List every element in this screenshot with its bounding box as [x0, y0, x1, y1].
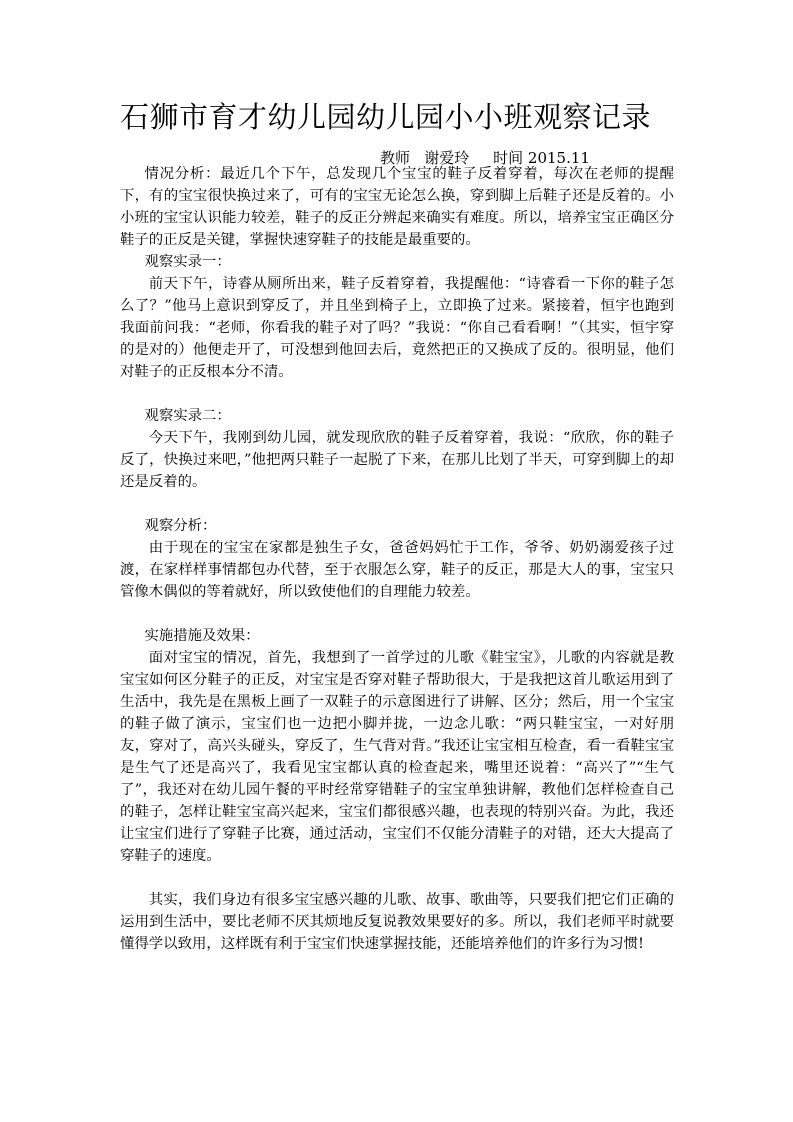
record1-paragraph: 前天下午，诗睿从厕所出来，鞋子反着穿着，我提醒他：“诗睿看一下你的鞋子怎么了？”他马上意识到穿反了，并且坐到椅子上，立即换了过来。紧接着，恒宇也跑到我面前问我：“老师，你看我的鞋子对了吗？”我说：“你自己看看啊！”（其实，恒宇穿的是对的）他便走开了，可没想到他回去后，竟然把正的又换成了反的。很明显，他们对鞋子的正反根本分不清。: [120, 276, 674, 380]
spacer: [120, 383, 674, 405]
analysis-heading: 观察分析：: [144, 518, 217, 534]
measures-paragraph: 面对宝宝的情况，首先，我想到了一首学过的儿歌《鞋宝宝》，儿歌的内容就是教宝宝如何区分鞋子的正反，对宝宝是否穿对鞋子帮助很大，于是我把这首儿歌运用到了生活中，我先是在黑板上画了一双鞋子的示意图进行了讲解、区分；然后，用一个宝宝的鞋子做了演示，宝宝们也一边把小脚并拢，一边念儿歌：“两只鞋宝宝，一对好朋友，穿对了，高兴头碰头，穿反了，生气背对背。”我还让宝宝相互检查，看一看鞋宝宝是生气了还是高兴了，我看见宝宝都认真的检查起来，嘴里还说着：“高兴了”“生气了”，我还对在幼儿园午餐的平时经常穿错鞋子的宝宝单独讲解，教他们怎样检查自己的鞋子，怎样让鞋宝宝高兴起来，宝宝们都很感兴趣，也表现的特别兴奋。为此，我还让宝宝们进行了穿鞋子比赛，通过活动，宝宝们不仅能分清鞋子的对错，还大大提高了穿鞋子的速度。: [120, 650, 674, 864]
record2-paragraph: 今天下午，我刚到幼儿园，就发现欣欣的鞋子反着穿着，我说：“欣欣，你的鞋子反了，快换过来吧，”他把两只鞋子一起脱了下来，在那儿比划了半天，可穿到脚上的却还是反着的。: [120, 430, 674, 490]
situation-paragraph: 情况分析：最近几个下午，总发现几个宝宝的鞋子反着穿着，每次在老师的提醒下，有的宝宝很快换过来了，可有的宝宝无论怎么换，穿到脚上后鞋子还是反着的。小小班的宝宝认识能力较差，鞋子的反正分辨起来确实有难度。所以，培养宝宝正确区分鞋子的正反是关键，掌握快速穿鞋子的技能是最重要的。: [120, 166, 674, 248]
conclusion-paragraph: 其实，我们身边有很多宝宝感兴趣的儿歌、故事、歌曲等，只要我们把它们正确的运用到生活中，要比老师不厌其烦地反复说教效果要好的多。所以，我们老师平时就要懂得学以致用，这样既有利于宝宝们快速掌握技能，还能培养他们的许多行为习惯!: [120, 892, 674, 952]
spacer: [120, 603, 674, 625]
record2-heading: 观察实录二：: [144, 408, 231, 424]
analysis-paragraph: 由于现在的宝宝在家都是独生子女，爸爸妈妈忙于工作，爷爷、奶奶溺爱孩子过渡，在家样样事情都包办代替，至于衣服怎么穿，鞋子的反正，那是大人的事，宝宝只管像木偶似的等着就好，所以致使他们的自理能力较差。: [120, 540, 674, 600]
document-body: [120, 163, 674, 955]
teacher-date-line: 教师 谢爱玲 时间 2015.11: [380, 149, 590, 167]
record1-heading: 观察实录一：: [144, 254, 231, 270]
document-title: 石狮市育才幼儿园幼儿园小小班观察记录: [120, 100, 652, 134]
measures-heading: 实施措施及效果：: [144, 628, 260, 644]
spacer: [120, 867, 674, 889]
spacer: [120, 493, 674, 515]
